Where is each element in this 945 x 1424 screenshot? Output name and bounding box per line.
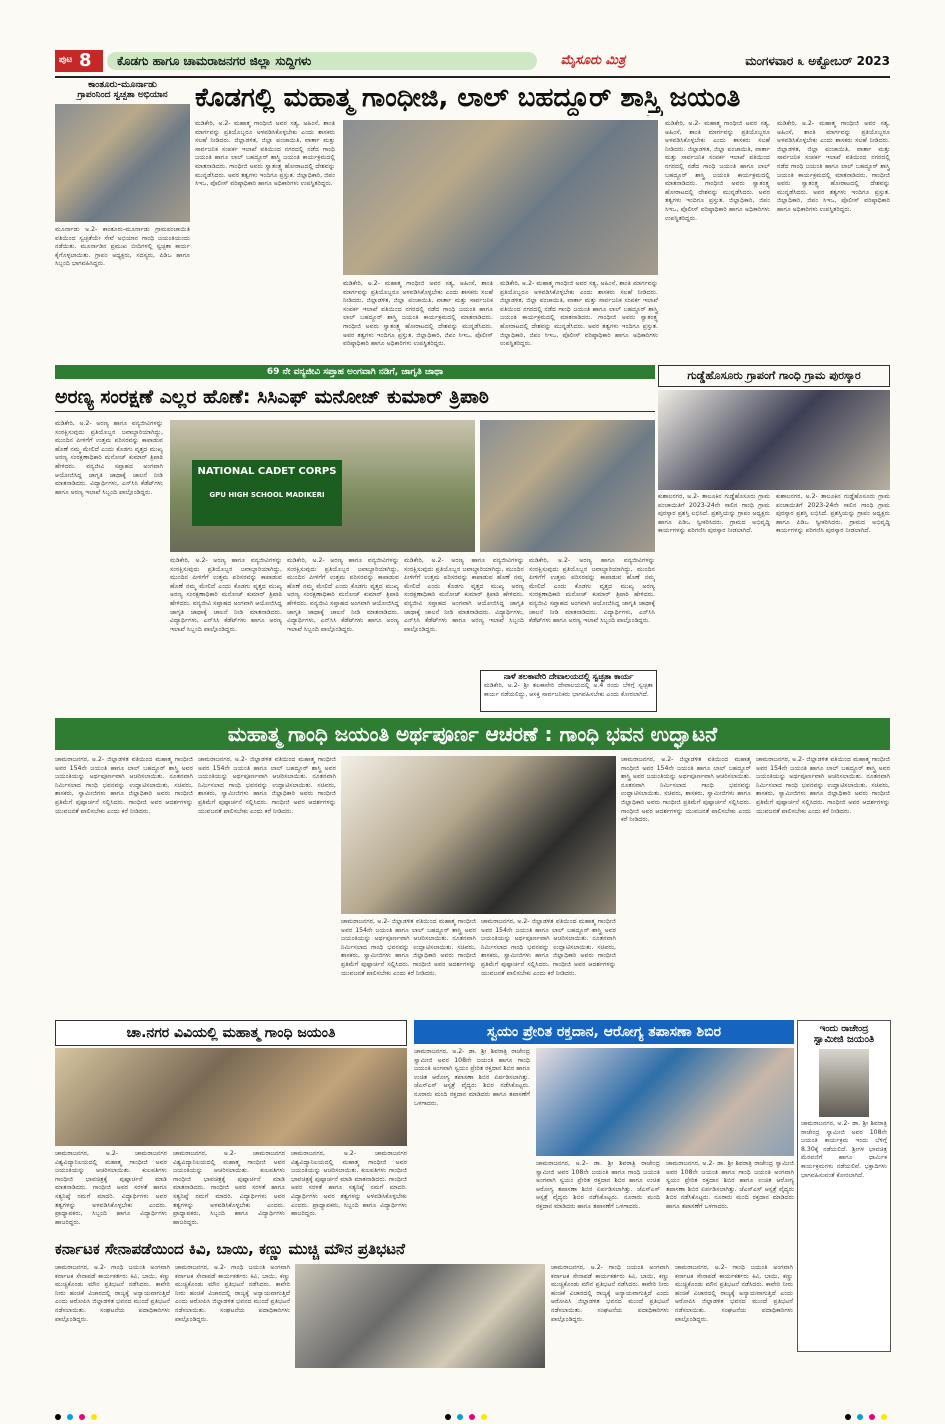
story-body-col4: ಚಾಮರಾಜನಗರ, ಅ.2- ಜಿಲ್ಲಾಡಳಿತ ವತಿಯಿಂದ ಮಹಾತ್ಮ ಗಾಂಧೀಜಿ ಅವರ 154ನೇ ಜಯಂತಿ ಹಾಗೂ ಲಾಲ್ ಬಹದ್ದೂರ್ ಶಾಸ್ತ್ರಿ ಅವರ ಜಯಂತಿಯನ್ನು ಅರ್ಥಪೂರ್ಣವಾಗಿ ಆಚರಿಸಲಾಯಿತು. ನೂತನವಾಗಿ ನಿರ್ಮಿಸಲಾದ ಗಾಂಧಿ ಭವನವನ್ನು ಉದ್ಘಾಟಿಸಲಾಯಿತು. ಸಚಿವರು, ಶಾಸಕರು, ಸ್ವಾಮೀಜಿಗಳು ಹಾಗೂ ಜಿಲ್ಲಾಧಿಕಾರಿ ಅವರು ಗಾಂಧೀಜಿ ಪ್ರತಿಮೆಗೆ ಪುಷ್ಪಾರ್ಚನೆ ಸಲ್ಲಿಸಿದರು. ಗಾಂಧೀಜಿ ಅವರ ಆದರ್ಶಗಳನ್ನು ಯುವಜನತೆ ಪಾಲಿಸಬೇಕು ಎಂದು ಕರೆ ನೀಡಿದರು. bbox=[481, 918, 616, 977]
page-number-box bbox=[55, 50, 103, 72]
story-body-col2: ಚಾಮರಾಜನಗರ, ಅ.2- ಚಾಮರಾಜನಗರ ವಿಶ್ವವಿದ್ಯಾನಿಲಯದಲ್ಲಿ ಮಹಾತ್ಮ ಗಾಂಧೀಜಿ ಅವರ ಜಯಂತಿಯನ್ನು ಆಚರಿಸಲಾಯಿತು. ಕುಲಪತಿಗಳು ಗಾಂಧೀಜಿ ಭಾವಚಿತ್ರಕ್ಕೆ ಪುಷ್ಪಾರ್ಚನೆ ಮಾಡಿ ಮಾತನಾಡಿದರು. ಗಾಂಧೀಜಿ ಅವರ ಸರಳತೆ ಹಾಗೂ ಸತ್ಯನಿಷ್ಠೆ ನಮಗೆ ಮಾದರಿ. ವಿದ್ಯಾರ್ಥಿಗಳು ಅವರ ತತ್ವಗಳನ್ನು ಅಳವಡಿಸಿಕೊಳ್ಳಬೇಕು ಎಂದರು. ಪ್ರಾಧ್ಯಾಪಕರು, ಸಿಬ್ಬಂದಿ ಹಾಗೂ ವಿದ್ಯಾರ್ಥಿಗಳು ಹಾಜರಿದ್ದರು. bbox=[173, 1150, 285, 1226]
story-headline-line1: ಇಂದು ರಾಜೇಂದ್ರ bbox=[819, 1024, 869, 1034]
ncc-banner-line2: GPU HIGH SCHOOL MADIKERI bbox=[209, 491, 325, 499]
story-body-col4: ಮಡಿಕೇರಿ, ಅ.2- ಅರಣ್ಯ ಹಾಗೂ ವನ್ಯಜೀವಿಗಳನ್ನು ಸಂರಕ್ಷಿಸುವುದು ಪ್ರತಿಯೊಬ್ಬರ ಜವಾಬ್ದಾರಿಯಾಗಿದ್ದು, ಮುಂದಿನ ಪೀಳಿಗೆಗೆ ಉತ್ತಮ ಪರಿಸರವನ್ನು ಕಾಪಾಡುವ ಹೊಣೆ ನಮ್ಮ ಮೇಲಿದೆ ಎಂದು ಕೊಡಗು ವೃತ್ತದ ಮುಖ್ಯ ಅರಣ್ಯ ಸಂರಕ್ಷಣಾಧಿಕಾರಿ ಮನೋಜ್ ಕುಮಾರ್ ತ್ರಿಪಾಠಿ ಹೇಳಿದರು. ವನ್ಯಜೀವಿ ಸಪ್ತಾಹದ ಅಂಗವಾಗಿ ಆಯೋಜಿಸಿದ್ದ ಜಾಗೃತಿ ಜಾಥಾಕ್ಕೆ ಚಾಲನೆ ನೀಡಿ ಮಾತನಾಡಿದರು. ವಿದ್ಯಾರ್ಥಿಗಳು, ಎನ್‌ಸಿಸಿ ಕೆಡೆಟ್‌ಗಳು ಹಾಗೂ ಅರಣ್ಯ ಇಲಾಖೆ ಸಿಬ್ಬಂದಿ ಪಾಲ್ಗೊಂಡಿದ್ದರು. bbox=[404, 557, 524, 633]
story-body-col5: ಮಡಿಕೇರಿ, ಅ.2- ಅರಣ್ಯ ಹಾಗೂ ವನ್ಯಜೀವಿಗಳನ್ನು ಸಂರಕ್ಷಿಸುವುದು ಪ್ರತಿಯೊಬ್ಬರ ಜವಾಬ್ದಾರಿಯಾಗಿದ್ದು, ಮುಂದಿನ ಪೀಳಿಗೆಗೆ ಉತ್ತಮ ಪರಿಸರವನ್ನು ಕಾಪಾಡುವ ಹೊಣೆ ನಮ್ಮ ಮೇಲಿದೆ ಎಂದು ಕೊಡಗು ವೃತ್ತದ ಮುಖ್ಯ ಅರಣ್ಯ ಸಂರಕ್ಷಣಾಧಿಕಾರಿ ಮನೋಜ್ ಕುಮಾರ್ ತ್ರಿಪಾಠಿ ಹೇಳಿದರು. ವನ್ಯಜೀವಿ ಸಪ್ತಾಹದ ಅಂಗವಾಗಿ ಆಯೋಜಿಸಿದ್ದ ಜಾಗೃತಿ ಜಾಥಾಕ್ಕೆ ಚಾಲನೆ ನೀಡಿ ಮಾತನಾಡಿದರು. ವಿದ್ಯಾರ್ಥಿಗಳು, ಎನ್‌ಸಿಸಿ ಕೆಡೆಟ್‌ಗಳು ಹಾಗೂ ಅರಣ್ಯ ಇಲಾಖೆ ಸಿಬ್ಬಂದಿ ಪಾಲ್ಗೊಂಡಿದ್ದರು. bbox=[529, 557, 655, 625]
story-body-col3: ಚಾಮರಾಜನಗರ, ಅ.2- ಗಾಂಧಿ ಜಯಂತಿ ಅಂಗವಾಗಿ ಕರ್ನಾಟಕ ಸೇನಾಪಡೆ ಕಾರ್ಯಕರ್ತರು ಕಿವಿ, ಬಾಯಿ, ಕಣ್ಣು ಮುಚ್ಚಿಕೊಂಡು ಮೌನ ಪ್ರತಿಭಟನೆ ನಡೆಸಿದರು. ಕಾವೇರಿ ನೀರು ಹಂಚಿಕೆ ವಿಚಾರದಲ್ಲಿ ರಾಜ್ಯಕ್ಕೆ ಅನ್ಯಾಯವಾಗುತ್ತಿದೆ ಎಂದು ಆರೋಪಿಸಿ ಜಿಲ್ಲಾಡಳಿತ ಭವನದ ಮುಂದೆ ಪ್ರತಿಭಟನೆ ನಡೆಸಲಾಯಿತು. ಸಂಘಟನೆಯ ಪದಾಧಿಕಾರಿಗಳು ಪಾಲ್ಗೊಂಡಿದ್ದರು. bbox=[551, 1264, 669, 1323]
story-gandhi-grama-award bbox=[658, 365, 890, 710]
section-title: ಕೊಡಗು ಹಾಗೂ ಚಾಮರಾಜನಗರ ಜಿಲ್ಲಾ ಸುದ್ದಿಗಳು bbox=[107, 52, 537, 70]
story-body-col6: ಮಡಿಕೇರಿ, ಅ.2- ಮಹಾತ್ಮ ಗಾಂಧೀಜಿ ಅವರ ಸತ್ಯ, ಅಹಿಂಸೆ, ಶಾಂತಿ ಮಾರ್ಗವನ್ನು ಪ್ರತಿಯೊಬ್ಬರೂ ಅಳವಡಿಸಿಕೊಳ್ಳಬೇಕು ಎಂದು ಶಾಸಕರು ಸಲಹೆ ನೀಡಿದರು. ಜಿಲ್ಲಾಡಳಿತ, ಜಿಲ್ಲಾ ಪಂಚಾಯಿತಿ, ವಾರ್ತಾ ಮತ್ತು ಸಾರ್ವಜನಿಕ ಸಂಪರ್ಕ ಇಲಾಖೆ ವತಿಯಿಂದ ನಗರದಲ್ಲಿ ನಡೆದ ಗಾಂಧಿ ಜಯಂತಿ ಹಾಗೂ ಲಾಲ್ ಬಹದ್ದೂರ್ ಶಾಸ್ತ್ರಿ ಜಯಂತಿ ಕಾರ್ಯಕ್ರಮದಲ್ಲಿ ಮಾತನಾಡಿದರು. ಗಾಂಧೀಜಿ ಅವರು ಸ್ವಾತಂತ್ರ್ಯ ಹೋರಾಟದಲ್ಲಿ ದೇಶವನ್ನು ಮುನ್ನಡೆಸಿದರು. ಅವರ ತತ್ವಗಳು ಇಂದಿಗೂ ಪ್ರಸ್ತುತ. ಜಿಲ್ಲಾಧಿಕಾರಿ, ಜಿಪಂ ಸಿಇಒ, ಪೊಲೀಸ್ ವರಿಷ್ಠಾಧಿಕಾರಿ ಹಾಗೂ ಅಧಿಕಾರಿಗಳು ಉಪಸ್ಥಿತರಿದ್ದರು. bbox=[777, 120, 890, 213]
issue-date: ಮಂಗಳವಾರ ೩ ಅಕ್ಟೋಬರ್ 2023 bbox=[745, 54, 890, 68]
story-headline: ಕರ್ನಾಟಕ ಸೇನಾಪಡೆಯಿಂದ ಕಿವಿ, ಬಾಯಿ, ಕಣ್ಣು ಮುಚ್ಚಿ ಮೌನ ಪ್ರತಿಭಟನೆ bbox=[55, 1240, 405, 1258]
story-body-col2: ಚಾಮರಾಜನಗರ, ಅ.2- ಗಾಂಧಿ ಜಯಂತಿ ಅಂಗವಾಗಿ ಕರ್ನಾಟಕ ಸೇನಾಪಡೆ ಕಾರ್ಯಕರ್ತರು ಕಿವಿ, ಬಾಯಿ, ಕಣ್ಣು ಮುಚ್ಚಿಕೊಂಡು ಮೌನ ಪ್ರತಿಭಟನೆ ನಡೆಸಿದರು. ಕಾವೇರಿ ನೀರು ಹಂಚಿಕೆ ವಿಚಾರದಲ್ಲಿ ರಾಜ್ಯಕ್ಕೆ ಅನ್ಯಾಯವಾಗುತ್ತಿದೆ ಎಂದು ಆರೋಪಿಸಿ ಜಿಲ್ಲಾಡಳಿತ ಭವನದ ಮುಂದೆ ಪ್ರತಿಭಟನೆ ನಡೆಸಲಾಯಿತು. ಸಂಘಟನೆಯ ಪದಾಧಿಕಾರಿಗಳು ಪಾಲ್ಗೊಂಡಿದ್ದರು. bbox=[175, 1264, 290, 1323]
story-photo-protest bbox=[295, 1264, 545, 1368]
story-body-col1: ಚಾಮರಾಜನಗರ, ಅ.2- ಡಾ. ಶ್ರೀ ಶಿವರಾತ್ರಿ ರಾಜೇಂದ್ರ ಸ್ವಾಮೀಜಿ ಅವರ 108ನೇ ಜಯಂತಿ ಹಾಗೂ ಗಾಂಧಿ ಜಯಂತಿ ಅಂಗವಾಗಿ ಸ್ವಯಂ ಪ್ರೇರಿತ ರಕ್ತದಾನ ಶಿಬಿರ ಹಾಗೂ ಉಚಿತ ಆರೋಗ್ಯ ತಪಾಸಣಾ ಶಿಬಿರ ಏರ್ಪಡಿಸಲಾಗಿತ್ತು. ಜೆಎಸ್‌ಎಸ್ ಆಸ್ಪತ್ರೆ ವೈದ್ಯರು ಶಿಬಿರ ನಡೆಸಿಕೊಟ್ಟರು. ನೂರಾರು ಮಂದಿ ರಕ್ತದಾನ ಮಾಡಿದರು ಹಾಗೂ ತಪಾಸಣೆಗೆ ಒಳಗಾದರು. bbox=[414, 1048, 530, 1107]
story-body: ಮಡಿಕೇರಿ, ಅ.2- ಶ್ರೀ ತಲಕಾವೇರಿ ದೇವಾಲಯದಲ್ಲಿ ಅ.4 ರಂದು ಬೆಳಿಗ್ಗೆ ಸ್ವಚ್ಛತಾ ಕಾರ್ಯ ನಡೆಯಲಿದ್ದು, ಆಸಕ್ತ ಸಾರ್ವಜನಿಕರು ಭಾಗವಹಿಸಬೇಕು ಎಂದು ಕೋರಲಾಗಿದೆ. bbox=[484, 682, 653, 698]
ncc-banner bbox=[192, 460, 342, 526]
story-body-col6: ಚಾಮರಾಜನಗರ, ಅ.2- ಜಿಲ್ಲಾಡಳಿತ ವತಿಯಿಂದ ಮಹಾತ್ಮ ಗಾಂಧೀಜಿ ಅವರ 154ನೇ ಜಯಂತಿ ಹಾಗೂ ಲಾಲ್ ಬಹದ್ದೂರ್ ಶಾಸ್ತ್ರಿ ಅವರ ಜಯಂತಿಯನ್ನು ಅರ್ಥಪೂರ್ಣವಾಗಿ ಆಚರಿಸಲಾಯಿತು. ನೂತನವಾಗಿ ನಿರ್ಮಿಸಲಾದ ಗಾಂಧಿ ಭವನವನ್ನು ಉದ್ಘಾಟಿಸಲಾಯಿತು. ಸಚಿವರು, ಶಾಸಕರು, ಸ್ವಾಮೀಜಿಗಳು ಹಾಗೂ ಜಿಲ್ಲಾಧಿಕಾರಿ ಅವರು ಗಾಂಧೀಜಿ ಪ್ರತಿಮೆಗೆ ಪುಷ್ಪಾರ್ಚನೆ ಸಲ್ಲಿಸಿದರು. ಗಾಂಧೀಜಿ ಅವರ ಆದರ್ಶಗಳನ್ನು ಯುವಜನತೆ ಪಾಲಿಸಬೇಕು ಎಂದು ಕರೆ ನೀಡಿದರು. bbox=[756, 756, 890, 815]
story-photo-award bbox=[658, 390, 890, 490]
story-body-col5: ಚಾಮರಾಜನಗರ, ಅ.2- ಜಿಲ್ಲಾಡಳಿತ ವತಿಯಿಂದ ಮಹಾತ್ಮ ಗಾಂಧೀಜಿ ಅವರ 154ನೇ ಜಯಂತಿ ಹಾಗೂ ಲಾಲ್ ಬಹದ್ದೂರ್ ಶಾಸ್ತ್ರಿ ಅವರ ಜಯಂತಿಯನ್ನು ಅರ್ಥಪೂರ್ಣವಾಗಿ ಆಚರಿಸಲಾಯಿತು. ನೂತನವಾಗಿ ನಿರ್ಮಿಸಲಾದ ಗಾಂಧಿ ಭವನವನ್ನು ಉದ್ಘಾಟಿಸಲಾಯಿತು. ಸಚಿವರು, ಶಾಸಕರು, ಸ್ವಾಮೀಜಿಗಳು ಹಾಗೂ ಜಿಲ್ಲಾಧಿಕಾರಿ ಅವರು ಗಾಂಧೀಜಿ ಪ್ರತಿಮೆಗೆ ಪುಷ್ಪಾರ್ಚನೆ ಸಲ್ಲಿಸಿದರು. ಗಾಂಧೀಜಿ ಅವರ ಆದರ್ಶಗಳನ್ನು ಯುವಜನತೆ ಪಾಲಿಸಬೇಕು ಎಂದು ಕರೆ ನೀಡಿದರು. bbox=[621, 756, 751, 824]
story-photo-blood-donation bbox=[536, 1048, 794, 1156]
story-photo-ncc-rally bbox=[170, 420, 475, 552]
story-headline-line2: ಸ್ವಾಮೀಜಿ ಜಯಂತಿ bbox=[813, 1034, 875, 1045]
registration-marks-center bbox=[445, 1405, 493, 1424]
page-label: ಪುಟ bbox=[59, 55, 73, 65]
story-body-col1: ಮಡಿಕೇರಿ, ಅ.2- ಮಹಾತ್ಮ ಗಾಂಧೀಜಿ ಅವರ ಸತ್ಯ, ಅಹಿಂಸೆ, ಶಾಂತಿ ಮಾರ್ಗವನ್ನು ಪ್ರತಿಯೊಬ್ಬರೂ ಅಳವಡಿಸಿಕೊಳ್ಳಬೇಕು ಎಂದು ಶಾಸಕರು ಸಲಹೆ ನೀಡಿದರು. ಜಿಲ್ಲಾಡಳಿತ, ಜಿಲ್ಲಾ ಪಂಚಾಯಿತಿ, ವಾರ್ತಾ ಮತ್ತು ಸಾರ್ವಜನಿಕ ಸಂಪರ್ಕ ಇಲಾಖೆ ವತಿಯಿಂದ ನಗರದಲ್ಲಿ ನಡೆದ ಗಾಂಧಿ ಜಯಂತಿ ಹಾಗೂ ಲಾಲ್ ಬಹದ್ದೂರ್ ಶಾಸ್ತ್ರಿ ಜಯಂತಿ ಕಾರ್ಯಕ್ರಮದಲ್ಲಿ ಮಾತನಾಡಿದರು. ಗಾಂಧೀಜಿ ಅವರು ಸ್ವಾತಂತ್ರ್ಯ ಹೋರಾಟದಲ್ಲಿ ದೇಶವನ್ನು ಮುನ್ನಡೆಸಿದರು. ಅವರ ತತ್ವಗಳು ಇಂದಿಗೂ ಪ್ರಸ್ತುತ. ಜಿಲ್ಲಾಧಿಕಾರಿ, ಜಿಪಂ ಸಿಇಒ, ಪೊಲೀಸ್ ವರಿಷ್ಠಾಧಿಕಾರಿ ಹಾಗೂ ಅಧಿಕಾರಿಗಳು ಉಪಸ್ಥಿತರಿದ್ದರು. bbox=[195, 120, 335, 188]
story-silent-protest bbox=[55, 1238, 793, 1368]
ncc-banner-line1: NATIONAL CADET CORPS bbox=[197, 466, 337, 477]
story-strap: 69 ನೇ ವನ್ಯಜೀವಿ ಸಪ್ತಾಹ ಅಂಗವಾಗಿ ನಡಿಗೆ, ಜಾಗೃತಿ ಜಾಥಾ bbox=[55, 365, 655, 379]
story-body-col1: ಚಾಮರಾಜನಗರ, ಅ.2- ಜಿಲ್ಲಾಡಳಿತ ವತಿಯಿಂದ ಮಹಾತ್ಮ ಗಾಂಧೀಜಿ ಅವರ 154ನೇ ಜಯಂತಿ ಹಾಗೂ ಲಾಲ್ ಬಹದ್ದೂರ್ ಶಾಸ್ತ್ರಿ ಅವರ ಜಯಂತಿಯನ್ನು ಅರ್ಥಪೂರ್ಣವಾಗಿ ಆಚರಿಸಲಾಯಿತು. ನೂತನವಾಗಿ ನಿರ್ಮಿಸಲಾದ ಗಾಂಧಿ ಭವನವನ್ನು ಉದ್ಘಾಟಿಸಲಾಯಿತು. ಸಚಿವರು, ಶಾಸಕರು, ಸ್ವಾಮೀಜಿಗಳು ಹಾಗೂ ಜಿಲ್ಲಾಧಿಕಾರಿ ಅವರು ಗಾಂಧೀಜಿ ಪ್ರತಿಮೆಗೆ ಪುಷ್ಪಾರ್ಚನೆ ಸಲ್ಲಿಸಿದರು. ಗಾಂಧೀಜಿ ಅವರ ಆದರ್ಶಗಳನ್ನು ಯುವಜನತೆ ಪಾಲಿಸಬೇಕು ಎಂದು ಕರೆ ನೀಡಿದರು. bbox=[55, 756, 193, 815]
story-headline: ಚಾ.ನಗರ ವಿವಿಯಲ್ಲಿ ಮಹಾತ್ಮ ಗಾಂಧಿ ಜಯಂತಿ bbox=[55, 1020, 407, 1046]
story-body-col2: ಕುಶಾಲನಗರ, ಅ.2- ತಾಲೂಕಿನ ಗುಡ್ಡೆಹೊಸೂರು ಗ್ರಾಮ ಪಂಚಾಯಿತಿಗೆ 2023-24ನೇ ಸಾಲಿನ ಗಾಂಧಿ ಗ್ರಾಮ ಪುರಸ್ಕಾರ ಪ್ರಶಸ್ತಿ ಲಭಿಸಿದೆ. ಪ್ರಶಸ್ತಿಯನ್ನು ಗ್ರಾಪಂ ಅಧ್ಯಕ್ಷರು ಹಾಗೂ ಪಿಡಿಒ ಸ್ವೀಕರಿಸಿದರು. ಗ್ರಾಮದ ಅಭಿವೃದ್ಧಿ ಕಾರ್ಯಗಳನ್ನು ಪರಿಗಣಿಸಿ ಪುರಸ್ಕಾರ ನೀಡಲಾಗಿದೆ. bbox=[776, 493, 890, 535]
story-kicker-line2: ಗ್ರಾಪಂನಿಂದ ಸ್ವಚ್ಛತಾ ಅಭಿಯಾನ bbox=[77, 90, 168, 100]
registration-marks-right bbox=[845, 1405, 893, 1424]
story-body-col3: ಮಡಿಕೇರಿ, ಅ.2- ಅರಣ್ಯ ಹಾಗೂ ವನ್ಯಜೀವಿಗಳನ್ನು ಸಂರಕ್ಷಿಸುವುದು ಪ್ರತಿಯೊಬ್ಬರ ಜವಾಬ್ದಾರಿಯಾಗಿದ್ದು, ಮುಂದಿನ ಪೀಳಿಗೆಗೆ ಉತ್ತಮ ಪರಿಸರವನ್ನು ಕಾಪಾಡುವ ಹೊಣೆ ನಮ್ಮ ಮೇಲಿದೆ ಎಂದು ಕೊಡಗು ವೃತ್ತದ ಮುಖ್ಯ ಅರಣ್ಯ ಸಂರಕ್ಷಣಾಧಿಕಾರಿ ಮನೋಜ್ ಕುಮಾರ್ ತ್ರಿಪಾಠಿ ಹೇಳಿದರು. ವನ್ಯಜೀವಿ ಸಪ್ತಾಹದ ಅಂಗವಾಗಿ ಆಯೋಜಿಸಿದ್ದ ಜಾಗೃತಿ ಜಾಥಾಕ್ಕೆ ಚಾಲನೆ ನೀಡಿ ಮಾತನಾಡಿದರು. ವಿದ್ಯಾರ್ಥಿಗಳು, ಎನ್‌ಸಿಸಿ ಕೆಡೆಟ್‌ಗಳು ಹಾಗೂ ಅರಣ್ಯ ಇಲಾಖೆ ಸಿಬ್ಬಂದಿ ಪಾಲ್ಗೊಂಡಿದ್ದರು. bbox=[287, 557, 399, 633]
story-body-col5: ಮಡಿಕೇರಿ, ಅ.2- ಮಹಾತ್ಮ ಗಾಂಧೀಜಿ ಅವರ ಸತ್ಯ, ಅಹಿಂಸೆ, ಶಾಂತಿ ಮಾರ್ಗವನ್ನು ಪ್ರತಿಯೊಬ್ಬರೂ ಅಳವಡಿಸಿಕೊಳ್ಳಬೇಕು ಎಂದು ಶಾಸಕರು ಸಲಹೆ ನೀಡಿದರು. ಜಿಲ್ಲಾಡಳಿತ, ಜಿಲ್ಲಾ ಪಂಚಾಯಿತಿ, ವಾರ್ತಾ ಮತ್ತು ಸಾರ್ವಜನಿಕ ಸಂಪರ್ಕ ಇಲಾಖೆ ವತಿಯಿಂದ ನಗರದಲ್ಲಿ ನಡೆದ ಗಾಂಧಿ ಜಯಂತಿ ಹಾಗೂ ಲಾಲ್ ಬಹದ್ದೂರ್ ಶಾಸ್ತ್ರಿ ಜಯಂತಿ ಕಾರ್ಯಕ್ರಮದಲ್ಲಿ ಮಾತನಾಡಿದರು. ಗಾಂಧೀಜಿ ಅವರು ಸ್ವಾತಂತ್ರ್ಯ ಹೋರಾಟದಲ್ಲಿ ದೇಶವನ್ನು ಮುನ್ನಡೆಸಿದರು. ಅವರ ತತ್ವಗಳು ಇಂದಿಗೂ ಪ್ರಸ್ತುತ. ಜಿಲ್ಲಾಧಿಕಾರಿ, ಜಿಪಂ ಸಿಇಒ, ಪೊಲೀಸ್ ವರಿಷ್ಠಾಧಿಕಾರಿ ಹಾಗೂ ಅಧಿಕಾರಿಗಳು ಉಪಸ್ಥಿತರಿದ್ದರು. bbox=[665, 120, 770, 222]
story-body-col3: ಚಾಮರಾಜನಗರ, ಅ.2- ಡಾ. ಶ್ರೀ ಶಿವರಾತ್ರಿ ರಾಜೇಂದ್ರ ಸ್ವಾಮೀಜಿ ಅವರ 108ನೇ ಜಯಂತಿ ಹಾಗೂ ಗಾಂಧಿ ಜಯಂತಿ ಅಂಗವಾಗಿ ಸ್ವಯಂ ಪ್ರೇರಿತ ರಕ್ತದಾನ ಶಿಬಿರ ಹಾಗೂ ಉಚಿತ ಆರೋಗ್ಯ ತಪಾಸಣಾ ಶಿಬಿರ ಏರ್ಪಡಿಸಲಾಗಿತ್ತು. ಜೆಎಸ್‌ಎಸ್ ಆಸ್ಪತ್ರೆ ವೈದ್ಯರು ಶಿಬಿರ ನಡೆಸಿಕೊಟ್ಟರು. ನೂರಾರು ಮಂದಿ ರಕ್ತದಾನ ಮಾಡಿದರು ಹಾಗೂ ತಪಾಸಣೆಗೆ ಒಳಗಾದರು. bbox=[666, 1160, 794, 1210]
story-photo-group bbox=[55, 1048, 407, 1146]
story-swamiji-jayanti bbox=[797, 1020, 891, 1352]
story-body-col3: ಚಾಮರಾಜನಗರ, ಅ.2- ಜಿಲ್ಲಾಡಳಿತ ವತಿಯಿಂದ ಮಹಾತ್ಮ ಗಾಂಧೀಜಿ ಅವರ 154ನೇ ಜಯಂತಿ ಹಾಗೂ ಲಾಲ್ ಬಹದ್ದೂರ್ ಶಾಸ್ತ್ರಿ ಅವರ ಜಯಂತಿಯನ್ನು ಅರ್ಥಪೂರ್ಣವಾಗಿ ಆಚರಿಸಲಾಯಿತು. ನೂತನವಾಗಿ ನಿರ್ಮಿಸಲಾದ ಗಾಂಧಿ ಭವನವನ್ನು ಉದ್ಘಾಟಿಸಲಾಯಿತು. ಸಚಿವರು, ಶಾಸಕರು, ಸ್ವಾಮೀಜಿಗಳು ಹಾಗೂ ಜಿಲ್ಲಾಧಿಕಾರಿ ಅವರು ಗಾಂಧೀಜಿ ಪ್ರತಿಮೆಗೆ ಪುಷ್ಪಾರ್ಚನೆ ಸಲ್ಲಿಸಿದರು. ಗಾಂಧೀಜಿ ಅವರ ಆದರ್ಶಗಳನ್ನು ಯುವಜನತೆ ಪಾಲಿಸಬೇಕು ಎಂದು ಕರೆ ನೀಡಿದರು. bbox=[341, 918, 476, 977]
story-photo-walkathon bbox=[480, 420, 655, 552]
story-photo-main bbox=[343, 120, 658, 275]
story-body-col1: ಚಾಮರಾಜನಗರ, ಅ.2- ಚಾಮರಾಜನಗರ ವಿಶ್ವವಿದ್ಯಾನಿಲಯದಲ್ಲಿ ಮಹಾತ್ಮ ಗಾಂಧೀಜಿ ಅವರ ಜಯಂತಿಯನ್ನು ಆಚರಿಸಲಾಯಿತು. ಕುಲಪತಿಗಳು ಗಾಂಧೀಜಿ ಭಾವಚಿತ್ರಕ್ಕೆ ಪುಷ್ಪಾರ್ಚನೆ ಮಾಡಿ ಮಾತನಾಡಿದರು. ಗಾಂಧೀಜಿ ಅವರ ಸರಳತೆ ಹಾಗೂ ಸತ್ಯನಿಷ್ಠೆ ನಮಗೆ ಮಾದರಿ. ವಿದ್ಯಾರ್ಥಿಗಳು ಅವರ ತತ್ವಗಳನ್ನು ಅಳವಡಿಸಿಕೊಳ್ಳಬೇಕು ಎಂದರು. ಪ್ರಾಧ್ಯಾಪಕರು, ಸಿಬ್ಬಂದಿ ಹಾಗೂ ವಿದ್ಯಾರ್ಥಿಗಳು ಹಾಜರಿದ್ದರು. bbox=[55, 1150, 167, 1226]
registration-marks-left bbox=[55, 1405, 103, 1424]
story-gandhi-bhavan-inauguration bbox=[55, 718, 890, 1018]
story-university-gandhi-jayanti bbox=[55, 1020, 407, 1235]
story-blood-donation-camp bbox=[414, 1020, 794, 1235]
story-headline: ಸ್ವಯಂ ಪ್ರೇರಿತ ರಕ್ತದಾನ, ಆರೋಗ್ಯ ತಪಾಸಣಾ ಶಿಬಿರ bbox=[414, 1020, 794, 1044]
story-headline: ಅರಣ್ಯ ಸಂರಕ್ಷಣೆ ಎಲ್ಲರ ಹೊಣೆ: ಸಿಸಿಎಫ್ ಮನೋಜ್ ಕುಮಾರ್ ತ್ರಿಪಾಠಿ bbox=[55, 383, 655, 412]
story-photo-swamiji bbox=[819, 1049, 869, 1117]
story-headline: ನಾಳೆ ತಲಕಾವೇರಿ ದೇವಾಲಯದಲ್ಲಿ ಸ್ವಚ್ಛತಾ ಕಾರ್ಯ bbox=[503, 672, 634, 681]
story-kodagu-gandhi-shastri bbox=[195, 80, 890, 362]
story-body-col4: ಮಡಿಕೇರಿ, ಅ.2- ಮಹಾತ್ಮ ಗಾಂಧೀಜಿ ಅವರ ಸತ್ಯ, ಅಹಿಂಸೆ, ಶಾಂತಿ ಮಾರ್ಗವನ್ನು ಪ್ರತಿಯೊಬ್ಬರೂ ಅಳವಡಿಸಿಕೊಳ್ಳಬೇಕು ಎಂದು ಶಾಸಕರು ಸಲಹೆ ನೀಡಿದರು. ಜಿಲ್ಲಾಡಳಿತ, ಜಿಲ್ಲಾ ಪಂಚಾಯಿತಿ, ವಾರ್ತಾ ಮತ್ತು ಸಾರ್ವಜನಿಕ ಸಂಪರ್ಕ ಇಲಾಖೆ ವತಿಯಿಂದ ನಗರದಲ್ಲಿ ನಡೆದ ಗಾಂಧಿ ಜಯಂತಿ ಹಾಗೂ ಲಾಲ್ ಬಹದ್ದೂರ್ ಶಾಸ್ತ್ರಿ ಜಯಂತಿ ಕಾರ್ಯಕ್ರಮದಲ್ಲಿ ಮಾತನಾಡಿದರು. ಗಾಂಧೀಜಿ ಅವರು ಸ್ವಾತಂತ್ರ್ಯ ಹೋರಾಟದಲ್ಲಿ ದೇಶವನ್ನು ಮುನ್ನಡೆಸಿದರು. ಅವರ ತತ್ವಗಳು ಇಂದಿಗೂ ಪ್ರಸ್ತುತ. ಜಿಲ್ಲಾಧಿಕಾರಿ, ಜಿಪಂ ಸಿಇಒ, ಪೊಲೀಸ್ ವರಿಷ್ಠಾಧಿಕಾರಿ ಹಾಗೂ ಅಧಿಕಾರಿಗಳು ಉಪಸ್ಥಿತರಿದ್ದರು. bbox=[500, 280, 658, 348]
story-kanthoor-cleanliness bbox=[55, 80, 190, 400]
story-body: ಮೂರ್ನಾಡು ಅ.2- ಕಾಂತೂರು-ಮೂರ್ನಾಡು ಗ್ರಾಮಪಂಚಾಯಿತಿ ವತಿಯಿಂದ ಸ್ವಚ್ಛತೆಯೇ ಸೇವೆ ಅಭಿಯಾನ ಗಾಂಧಿ ಜಯಂತಿಯಂದು ನಡೆಯಿತು. ಮೂರ್ನಾಡಿನ ಪ್ರಮುಖ ಬೀದಿಗಳಲ್ಲಿ ಸ್ವಚ್ಛತಾ ಕಾರ್ಯ ಕೈಗೊಳ್ಳಲಾಯಿತು. ಗ್ರಾಪಂ ಅಧ್ಯಕ್ಷರು, ಸದಸ್ಯರು, ಪಿಡಿಒ ಹಾಗೂ ಸಿಬ್ಬಂದಿ ಭಾಗವಹಿಸಿದ್ದರು. bbox=[55, 226, 190, 268]
story-headline: ಕೊಡಗಲ್ಲಿ ಮಹಾತ್ಮ ಗಾಂಧೀಜಿ, ಲಾಲ್ ಬಹದ್ದೂರ್ ಶಾಸ್ತ್ರಿ ಜಯಂತಿ bbox=[195, 83, 741, 113]
story-photo-statue bbox=[341, 756, 616, 914]
story-body-col3: ಮಡಿಕೇರಿ, ಅ.2- ಮಹಾತ್ಮ ಗಾಂಧೀಜಿ ಅವರ ಸತ್ಯ, ಅಹಿಂಸೆ, ಶಾಂತಿ ಮಾರ್ಗವನ್ನು ಪ್ರತಿಯೊಬ್ಬರೂ ಅಳವಡಿಸಿಕೊಳ್ಳಬೇಕು ಎಂದು ಶಾಸಕರು ಸಲಹೆ ನೀಡಿದರು. ಜಿಲ್ಲಾಡಳಿತ, ಜಿಲ್ಲಾ ಪಂಚಾಯಿತಿ, ವಾರ್ತಾ ಮತ್ತು ಸಾರ್ವಜನಿಕ ಸಂಪರ್ಕ ಇಲಾಖೆ ವತಿಯಿಂದ ನಗರದಲ್ಲಿ ನಡೆದ ಗಾಂಧಿ ಜಯಂತಿ ಹಾಗೂ ಲಾಲ್ ಬಹದ್ದೂರ್ ಶಾಸ್ತ್ರಿ ಜಯಂತಿ ಕಾರ್ಯಕ್ರಮದಲ್ಲಿ ಮಾತನಾಡಿದರು. ಗಾಂಧೀಜಿ ಅವರು ಸ್ವಾತಂತ್ರ್ಯ ಹೋರಾಟದಲ್ಲಿ ದೇಶವನ್ನು ಮುನ್ನಡೆಸಿದರು. ಅವರ ತತ್ವಗಳು ಇಂದಿಗೂ ಪ್ರಸ್ತುತ. ಜಿಲ್ಲಾಧಿಕಾರಿ, ಜಿಪಂ ಸಿಇಒ, ಪೊಲೀಸ್ ವರಿಷ್ಠಾಧಿಕಾರಿ ಹಾಗೂ ಅಧಿಕಾರಿಗಳು ಉಪಸ್ಥಿತರಿದ್ದರು. bbox=[343, 280, 493, 348]
story-body-col1: ಕುಶಾಲನಗರ, ಅ.2- ತಾಲೂಕಿನ ಗುಡ್ಡೆಹೊಸೂರು ಗ್ರಾಮ ಪಂಚಾಯಿತಿಗೆ 2023-24ನೇ ಸಾಲಿನ ಗಾಂಧಿ ಗ್ರಾಮ ಪುರಸ್ಕಾರ ಪ್ರಶಸ್ತಿ ಲಭಿಸಿದೆ. ಪ್ರಶಸ್ತಿಯನ್ನು ಗ್ರಾಪಂ ಅಧ್ಯಕ್ಷರು ಹಾಗೂ ಪಿಡಿಒ ಸ್ವೀಕರಿಸಿದರು. ಗ್ರಾಮದ ಅಭಿವೃದ್ಧಿ ಕಾರ್ಯಗಳನ್ನು ಪರಿಗಣಿಸಿ ಪುರಸ್ಕಾರ ನೀಡಲಾಗಿದೆ. bbox=[658, 493, 770, 535]
page-header bbox=[55, 50, 890, 72]
story-body-col2: ಮಡಿಕೇರಿ, ಅ.2- ಅರಣ್ಯ ಹಾಗೂ ವನ್ಯಜೀವಿಗಳನ್ನು ಸಂರಕ್ಷಿಸುವುದು ಪ್ರತಿಯೊಬ್ಬರ ಜವಾಬ್ದಾರಿಯಾಗಿದ್ದು, ಮುಂದಿನ ಪೀಳಿಗೆಗೆ ಉತ್ತಮ ಪರಿಸರವನ್ನು ಕಾಪಾಡುವ ಹೊಣೆ ನಮ್ಮ ಮೇಲಿದೆ ಎಂದು ಕೊಡಗು ವೃತ್ತದ ಮುಖ್ಯ ಅರಣ್ಯ ಸಂರಕ್ಷಣಾಧಿಕಾರಿ ಮನೋಜ್ ಕುಮಾರ್ ತ್ರಿಪಾಠಿ ಹೇಳಿದರು. ವನ್ಯಜೀವಿ ಸಪ್ತಾಹದ ಅಂಗವಾಗಿ ಆಯೋಜಿಸಿದ್ದ ಜಾಗೃತಿ ಜಾಥಾಕ್ಕೆ ಚಾಲನೆ ನೀಡಿ ಮಾತನಾಡಿದರು. ವಿದ್ಯಾರ್ಥಿಗಳು, ಎನ್‌ಸಿಸಿ ಕೆಡೆಟ್‌ಗಳು ಹಾಗೂ ಅರಣ್ಯ ಇಲಾಖೆ ಸಿಬ್ಬಂದಿ ಪಾಲ್ಗೊಂಡಿದ್ದರು. bbox=[170, 557, 282, 633]
story-body-col3: ಚಾಮರಾಜನಗರ, ಅ.2- ಚಾಮರಾಜನಗರ ವಿಶ್ವವಿದ್ಯಾನಿಲಯದಲ್ಲಿ ಮಹಾತ್ಮ ಗಾಂಧೀಜಿ ಅವರ ಜಯಂತಿಯನ್ನು ಆಚರಿಸಲಾಯಿತು. ಕುಲಪತಿಗಳು ಗಾಂಧೀಜಿ ಭಾವಚಿತ್ರಕ್ಕೆ ಪುಷ್ಪಾರ್ಚನೆ ಮಾಡಿ ಮಾತನಾಡಿದರು. ಗಾಂಧೀಜಿ ಅವರ ಸರಳತೆ ಹಾಗೂ ಸತ್ಯನಿಷ್ಠೆ ನಮಗೆ ಮಾದರಿ. ವಿದ್ಯಾರ್ಥಿಗಳು ಅವರ ತತ್ವಗಳನ್ನು ಅಳವಡಿಸಿಕೊಳ್ಳಬೇಕು ಎಂದರು. ಪ್ರಾಧ್ಯಾಪಕರು, ಸಿಬ್ಬಂದಿ ಹಾಗೂ ವಿದ್ಯಾರ್ಥಿಗಳು ಹಾಜರಿದ್ದರು. bbox=[291, 1150, 407, 1218]
story-body-col2: ಚಾಮರಾಜನಗರ, ಅ.2- ಡಾ. ಶ್ರೀ ಶಿವರಾತ್ರಿ ರಾಜೇಂದ್ರ ಸ್ವಾಮೀಜಿ ಅವರ 108ನೇ ಜಯಂತಿ ಹಾಗೂ ಗಾಂಧಿ ಜಯಂತಿ ಅಂಗವಾಗಿ ಸ್ವಯಂ ಪ್ರೇರಿತ ರಕ್ತದಾನ ಶಿಬಿರ ಹಾಗೂ ಉಚಿತ ಆರೋಗ್ಯ ತಪಾಸಣಾ ಶಿಬಿರ ಏರ್ಪಡಿಸಲಾಗಿತ್ತು. ಜೆಎಸ್‌ಎಸ್ ಆಸ್ಪತ್ರೆ ವೈದ್ಯರು ಶಿಬಿರ ನಡೆಸಿಕೊಟ್ಟರು. ನೂರಾರು ಮಂದಿ ರಕ್ತದಾನ ಮಾಡಿದರು ಹಾಗೂ ತಪಾಸಣೆಗೆ ಒಳಗಾದರು. bbox=[536, 1160, 660, 1210]
story-headline: ಗುಡ್ಡೆಹೊಸೂರು ಗ್ರಾಪಂಗೆ ಗಾಂಧಿ ಗ್ರಾಮ ಪುರಸ್ಕಾರ bbox=[658, 365, 890, 387]
story-kicker-line1: ಕಾಂತೂರು-ಮೂರ್ನಾಡು bbox=[88, 80, 157, 90]
page-number: 8 bbox=[79, 50, 92, 71]
story-body-col2: ಚಾಮರಾಜನಗರ, ಅ.2- ಜಿಲ್ಲಾಡಳಿತ ವತಿಯಿಂದ ಮಹಾತ್ಮ ಗಾಂಧೀಜಿ ಅವರ 154ನೇ ಜಯಂತಿ ಹಾಗೂ ಲಾಲ್ ಬಹದ್ದೂರ್ ಶಾಸ್ತ್ರಿ ಅವರ ಜಯಂತಿಯನ್ನು ಅರ್ಥಪೂರ್ಣವಾಗಿ ಆಚರಿಸಲಾಯಿತು. ನೂತನವಾಗಿ ನಿರ್ಮಿಸಲಾದ ಗಾಂಧಿ ಭವನವನ್ನು ಉದ್ಘಾಟಿಸಲಾಯಿತು. ಸಚಿವರು, ಶಾಸಕರು, ಸ್ವಾಮೀಜಿಗಳು ಹಾಗೂ ಜಿಲ್ಲಾಧಿಕಾರಿ ಅವರು ಗಾಂಧೀಜಿ ಪ್ರತಿಮೆಗೆ ಪುಷ್ಪಾರ್ಚನೆ ಸಲ್ಲಿಸಿದರು. ಗಾಂಧೀಜಿ ಅವರ ಆದರ್ಶಗಳನ್ನು ಯುವಜನತೆ ಪಾಲಿಸಬೇಕು ಎಂದು ಕರೆ ನೀಡಿದರು. bbox=[198, 756, 336, 815]
masthead-logo: ಮೈಸೂರು ಮಿತ್ರ bbox=[560, 53, 626, 68]
story-body-col1: ಚಾಮರಾಜನಗರ, ಅ.2- ಗಾಂಧಿ ಜಯಂತಿ ಅಂಗವಾಗಿ ಕರ್ನಾಟಕ ಸೇನಾಪಡೆ ಕಾರ್ಯಕರ್ತರು ಕಿವಿ, ಬಾಯಿ, ಕಣ್ಣು ಮುಚ್ಚಿಕೊಂಡು ಮೌನ ಪ್ರತಿಭಟನೆ ನಡೆಸಿದರು. ಕಾವೇರಿ ನೀರು ಹಂಚಿಕೆ ವಿಚಾರದಲ್ಲಿ ರಾಜ್ಯಕ್ಕೆ ಅನ್ಯಾಯವಾಗುತ್ತಿದೆ ಎಂದು ಆರೋಪಿಸಿ ಜಿಲ್ಲಾಡಳಿತ ಭವನದ ಮುಂದೆ ಪ್ರತಿಭಟನೆ ನಡೆಸಲಾಯಿತು. ಸಂಘಟನೆಯ ಪದಾಧಿಕಾರಿಗಳು ಪಾಲ್ಗೊಂಡಿದ್ದರು. bbox=[55, 1264, 170, 1323]
story-photo bbox=[55, 104, 190, 222]
header-rule bbox=[55, 76, 890, 78]
story-talakaveri-cleanliness bbox=[480, 670, 657, 712]
story-forest-conservation bbox=[55, 365, 655, 710]
story-body-col1: ಮಡಿಕೇರಿ, ಅ.2- ಅರಣ್ಯ ಹಾಗೂ ವನ್ಯಜೀವಿಗಳನ್ನು ಸಂರಕ್ಷಿಸುವುದು ಪ್ರತಿಯೊಬ್ಬರ ಜವಾಬ್ದಾರಿಯಾಗಿದ್ದು, ಮುಂದಿನ ಪೀಳಿಗೆಗೆ ಉತ್ತಮ ಪರಿಸರವನ್ನು ಕಾಪಾಡುವ ಹೊಣೆ ನಮ್ಮ ಮೇಲಿದೆ ಎಂದು ಕೊಡಗು ವೃತ್ತದ ಮುಖ್ಯ ಅರಣ್ಯ ಸಂರಕ್ಷಣಾಧಿಕಾರಿ ಮನೋಜ್ ಕುಮಾರ್ ತ್ರಿಪಾಠಿ ಹೇಳಿದರು. ವನ್ಯಜೀವಿ ಸಪ್ತಾಹದ ಅಂಗವಾಗಿ ಆಯೋಜಿಸಿದ್ದ ಜಾಗೃತಿ ಜಾಥಾಕ್ಕೆ ಚಾಲನೆ ನೀಡಿ ಮಾತನಾಡಿದರು. ವಿದ್ಯಾರ್ಥಿಗಳು, ಎನ್‌ಸಿಸಿ ಕೆಡೆಟ್‌ಗಳು ಹಾಗೂ ಅರಣ್ಯ ಇಲಾಖೆ ಸಿಬ್ಬಂದಿ ಪಾಲ್ಗೊಂಡಿದ್ದರು. bbox=[55, 420, 163, 496]
story-headline: ಮಹಾತ್ಮ ಗಾಂಧಿ ಜಯಂತಿ ಅರ್ಥಪೂರ್ಣ ಆಚರಣೆ : ಗಾಂಧಿ ಭವನ ಉದ್ಘಾಟನೆ bbox=[55, 718, 890, 750]
story-body-col4: ಚಾಮರಾಜನಗರ, ಅ.2- ಗಾಂಧಿ ಜಯಂತಿ ಅಂಗವಾಗಿ ಕರ್ನಾಟಕ ಸೇನಾಪಡೆ ಕಾರ್ಯಕರ್ತರು ಕಿವಿ, ಬಾಯಿ, ಕಣ್ಣು ಮುಚ್ಚಿಕೊಂಡು ಮೌನ ಪ್ರತಿಭಟನೆ ನಡೆಸಿದರು. ಕಾವೇರಿ ನೀರು ಹಂಚಿಕೆ ವಿಚಾರದಲ್ಲಿ ರಾಜ್ಯಕ್ಕೆ ಅನ್ಯಾಯವಾಗುತ್ತಿದೆ ಎಂದು ಆರೋಪಿಸಿ ಜಿಲ್ಲಾಡಳಿತ ಭವನದ ಮುಂದೆ ಪ್ರತಿಭಟನೆ ನಡೆಸಲಾಯಿತು. ಸಂಘಟನೆಯ ಪದಾಧಿಕಾರಿಗಳು ಪಾಲ್ಗೊಂಡಿದ್ದರು. bbox=[675, 1264, 793, 1323]
story-body: ಚಾಮರಾಜನಗರ, ಅ.2- ಡಾ. ಶ್ರೀ ಶಿವರಾತ್ರಿ ರಾಜೇಂದ್ರ ಸ್ವಾಮೀಜಿ ಅವರ 108ನೇ ಜಯಂತಿ ಕಾರ್ಯಕ್ರಮ ಇಂದು ಬೆಳಿಗ್ಗೆ 8.30ಕ್ಕೆ ನಡೆಯಲಿದೆ. ಶ್ರೀಗಳ ಭಾವಚಿತ್ರ ಮೆರವಣಿಗೆ ಹಾಗೂ ಧಾರ್ಮಿಕ ಕಾರ್ಯಕ್ರಮಗಳು ನಡೆಯಲಿವೆ. ಭಕ್ತಾದಿಗಳು ಭಾಗವಹಿಸುವಂತೆ ಕೋರಲಾಗಿದೆ. bbox=[801, 1120, 887, 1179]
